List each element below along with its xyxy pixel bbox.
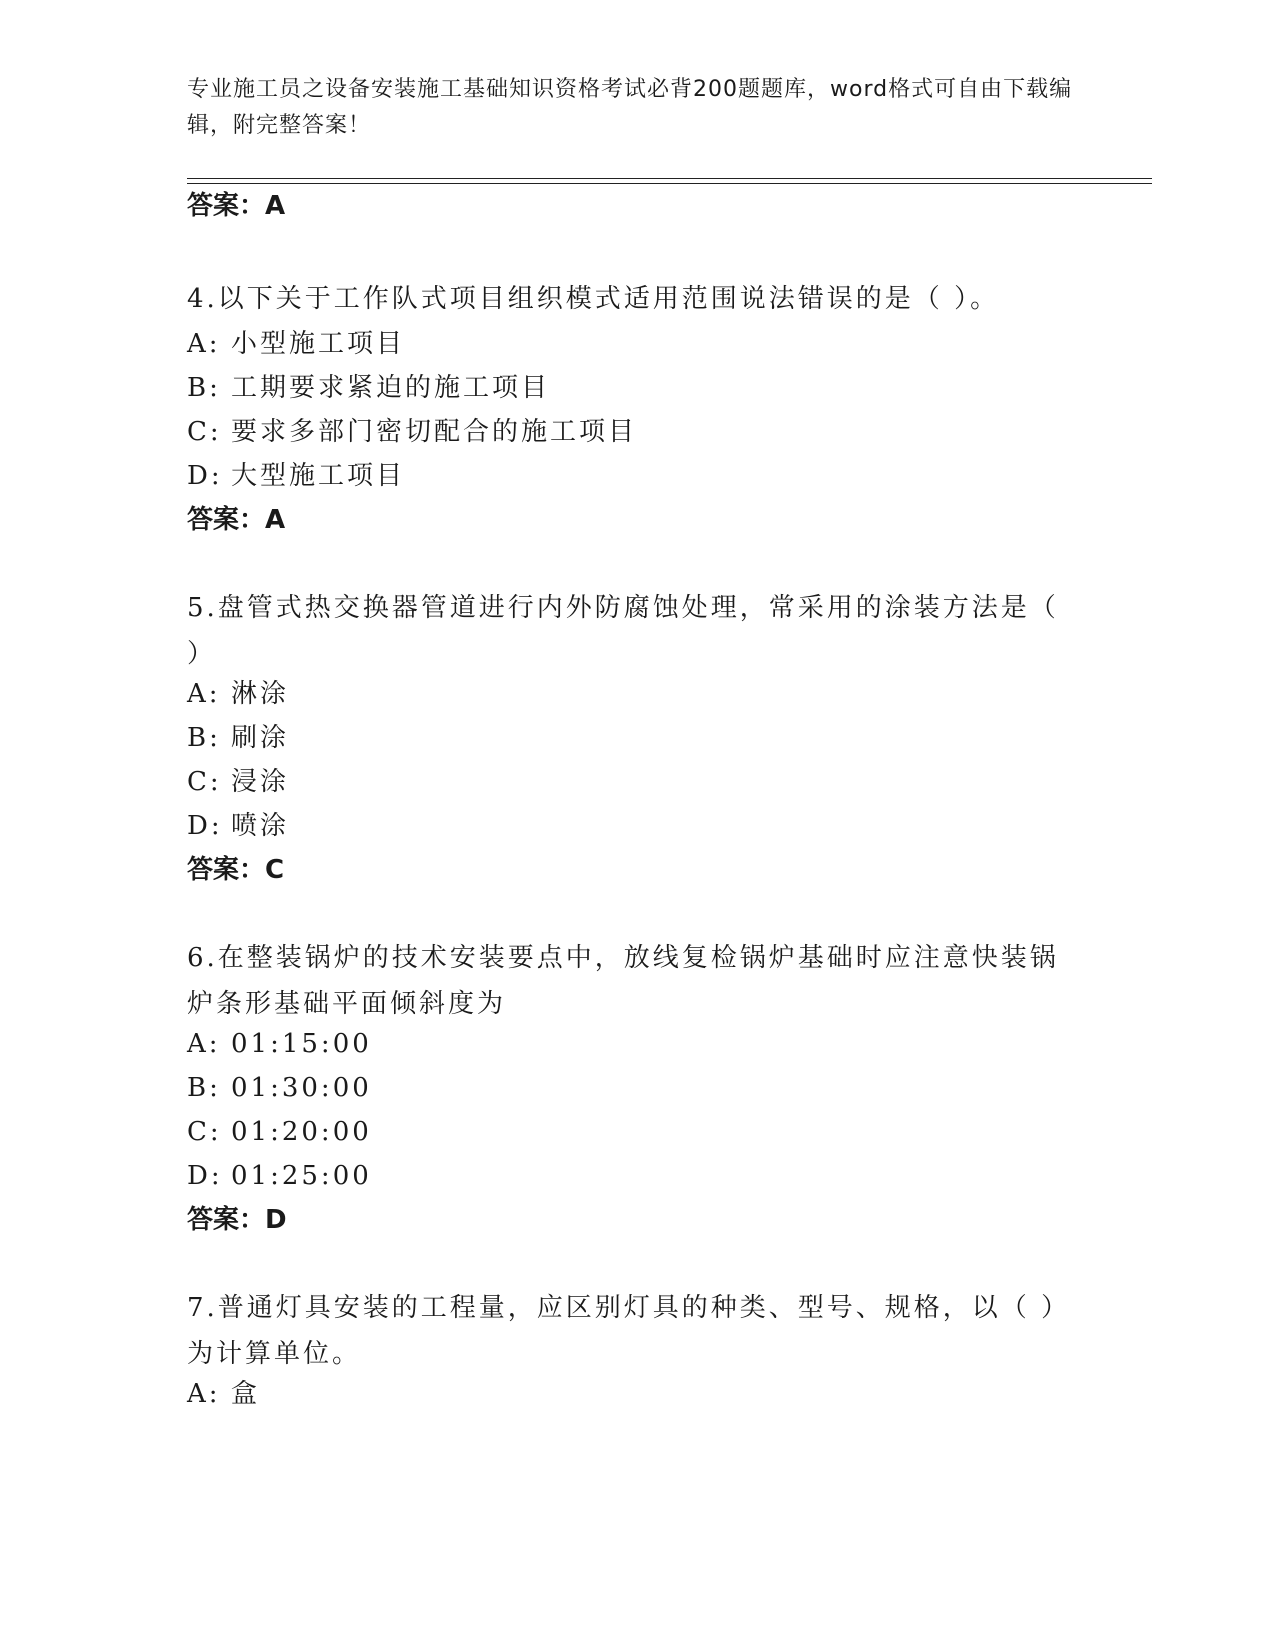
question-4-option-a <box>187 326 405 362</box>
option-text: 大型施工项目 <box>231 461 406 491</box>
option-label: B: <box>187 1073 221 1103</box>
question-5-stem: 5.盘管式热交换器管道进行内外防腐蚀处理，常采用的涂装方法是（ ） <box>187 593 1059 669</box>
question-6-option-a <box>187 1026 372 1062</box>
question-5-option-b <box>187 720 289 756</box>
option-label: D: <box>187 1161 223 1191</box>
header-rule-bottom <box>187 183 1152 184</box>
option-text: 01:25:00 <box>231 1161 372 1191</box>
question-6-option-d <box>187 1158 372 1194</box>
question-4-option-c <box>187 414 637 450</box>
option-label: A: <box>187 1029 221 1059</box>
option-text: 喷涂 <box>231 811 290 841</box>
option-text: 刷涂 <box>231 723 290 753</box>
option-label: D: <box>187 811 223 841</box>
question-5-option-d <box>187 808 289 844</box>
question-5-answer: 答案：C <box>187 855 285 885</box>
question-7-stem: 7.普通灯具安装的工程量，应区别灯具的种类、型号、规格，以（ ）为计算单位。 <box>187 1293 1058 1369</box>
question-4-option-d <box>187 458 405 494</box>
document-header: 专业施工员之设备安装施工基础知识资格考试必背200题题库，word格式可自由下载编辑，附完整答案！ <box>187 77 1073 138</box>
question-5-option-a <box>187 676 289 712</box>
question-4-stem: 4.以下关于工作队式项目组织模式适用范围说法错误的是（ ）。 <box>187 284 1000 314</box>
option-text: 01:15:00 <box>231 1029 372 1059</box>
question-6-answer: 答案：D <box>187 1205 287 1235</box>
option-label: C: <box>187 767 222 797</box>
option-text: 要求多部门密切配合的施工项目 <box>231 417 638 447</box>
question-6-option-c <box>187 1114 372 1150</box>
option-text: 01:30:00 <box>231 1073 372 1103</box>
option-text: 01:20:00 <box>231 1117 372 1147</box>
option-label: B: <box>187 373 221 403</box>
question-7-option-a <box>187 1376 260 1412</box>
option-text: 浸涂 <box>231 767 290 797</box>
previous-answer: 答案：A <box>187 191 286 221</box>
question-4-answer: 答案：A <box>187 505 286 535</box>
option-text: 工期要求紧迫的施工项目 <box>231 373 551 403</box>
header-rule-top <box>187 178 1152 179</box>
option-label: B: <box>187 723 221 753</box>
option-text: 小型施工项目 <box>231 329 406 359</box>
option-label: A: <box>187 679 221 709</box>
option-text: 淋涂 <box>231 679 290 709</box>
option-label: C: <box>187 417 222 447</box>
question-5-option-c <box>187 764 289 800</box>
option-label: A: <box>187 329 221 359</box>
option-label: C: <box>187 1117 222 1147</box>
option-label: A: <box>187 1379 221 1409</box>
option-label: D: <box>187 461 223 491</box>
question-6-stem: 6.在整装锅炉的技术安装要点中，放线复检锅炉基础时应注意快装锅炉条形基础平面倾斜度为 <box>187 943 1059 1019</box>
question-4-option-b <box>187 370 550 406</box>
option-text: 盒 <box>231 1379 261 1409</box>
question-6-option-b <box>187 1070 372 1106</box>
